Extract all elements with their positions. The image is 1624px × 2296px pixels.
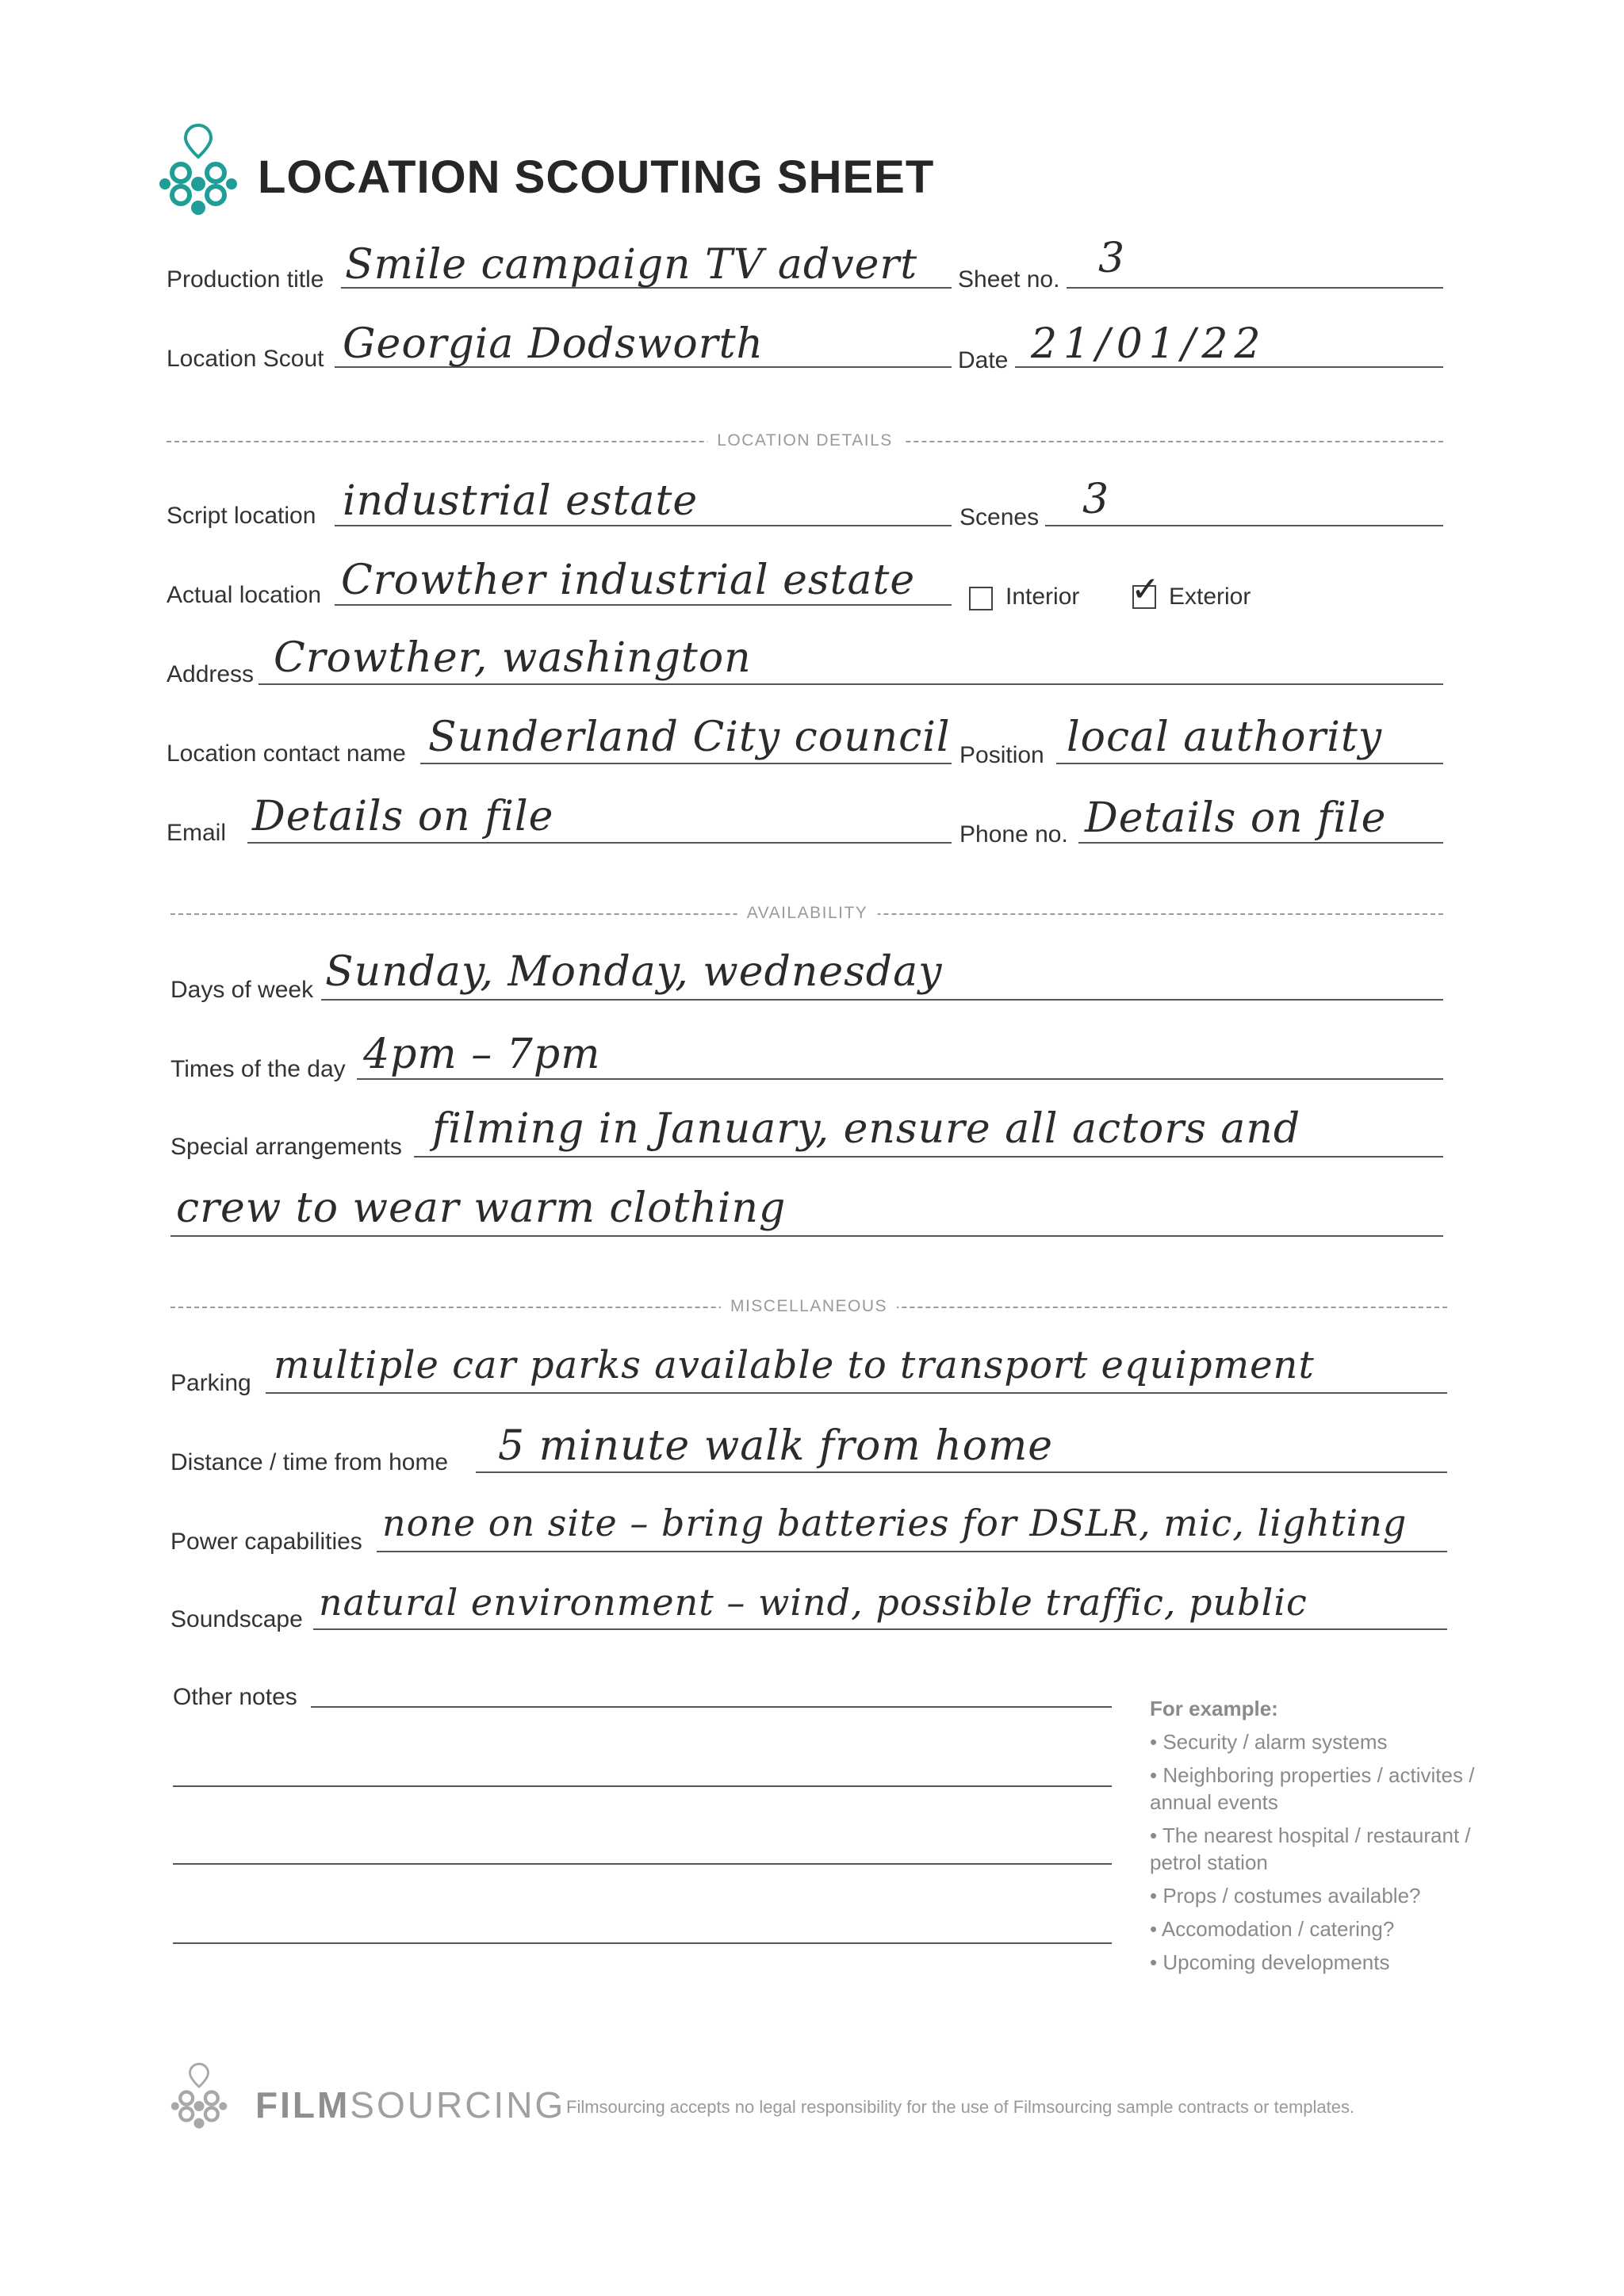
email-label: Email	[167, 820, 227, 846]
actual-location-value[interactable]: Crowther industrial estate	[341, 557, 916, 604]
miscellaneous-heading: MISCELLANEOUS	[721, 1297, 897, 1316]
footer-brand-light: SOURCING	[350, 2084, 566, 2126]
email-line	[247, 842, 952, 844]
examples-title: For example:	[1150, 1697, 1278, 1720]
example-item: • Upcoming developments	[1150, 1950, 1390, 1974]
power-capabilities-value[interactable]: none on site – bring batteries for DSLR, mic, lighting	[382, 1502, 1408, 1544]
address-value[interactable]: Crowther, washington	[274, 634, 752, 682]
interior-checkbox[interactable]	[969, 587, 993, 610]
footer-logo-icon	[170, 2057, 228, 2133]
parking-value[interactable]: multiple car parks available to transport equipment	[274, 1343, 1315, 1387]
times-of-day-value[interactable]: 4pm – 7pm	[363, 1031, 601, 1078]
example-item: • Neighboring properties / activites / annual events	[1150, 1763, 1475, 1814]
times-of-day-line	[357, 1078, 1443, 1080]
address-label: Address	[167, 661, 255, 687]
parking-label: Parking	[170, 1370, 251, 1396]
example-item: • Security / alarm systems	[1150, 1730, 1388, 1754]
production-title-value[interactable]: Smile campaign TV advert	[345, 241, 918, 289]
phone-line	[1078, 842, 1443, 844]
distance-line	[476, 1471, 1447, 1473]
contact-name-value[interactable]: Sunderland City council	[428, 714, 951, 761]
script-location-label: Script location	[167, 503, 316, 529]
interior-label: Interior	[1005, 584, 1080, 610]
example-item: • The nearest hospital / restaurant / petrol station	[1150, 1823, 1471, 1874]
footer-brand-bold: FILM	[255, 2084, 350, 2126]
contact-name-line	[420, 763, 952, 764]
other-notes-line-4[interactable]	[173, 1942, 1112, 1944]
page-title: LOCATION SCOUTING SHEET	[258, 151, 935, 203]
examples-box	[1150, 1695, 1483, 1982]
contact-name-label: Location contact name	[167, 740, 406, 767]
sheet-no-label: Sheet no.	[958, 266, 1060, 293]
date-value[interactable]: 21/01/22	[1031, 320, 1267, 368]
script-location-value[interactable]: industrial estate	[343, 477, 699, 525]
soundscape-value[interactable]: natural environment – wind, possible traffic, public	[319, 1581, 1308, 1624]
position-value[interactable]: local authority	[1067, 714, 1383, 761]
days-of-week-value[interactable]: Sunday, Monday, wednesday	[325, 948, 943, 996]
power-capabilities-label: Power capabilities	[170, 1529, 362, 1555]
other-notes-line-3[interactable]	[173, 1863, 1112, 1865]
sheet-no-line	[1067, 287, 1443, 289]
location-scout-value[interactable]: Georgia Dodsworth	[343, 320, 764, 368]
other-notes-label: Other notes	[173, 1684, 297, 1710]
other-notes-line-2[interactable]	[173, 1785, 1112, 1787]
soundscape-label: Soundscape	[170, 1606, 303, 1632]
special-arrangements-label: Special arrangements	[170, 1134, 402, 1160]
distance-label: Distance / time from home	[170, 1449, 449, 1475]
date-label: Date	[958, 347, 1009, 373]
address-line	[259, 683, 1443, 685]
power-capabilities-line	[377, 1551, 1447, 1552]
logo-icon	[159, 119, 238, 218]
special-arrangements-value-2[interactable]: crew to wear warm clothing	[176, 1184, 787, 1232]
exterior-label: Exterior	[1169, 584, 1251, 610]
soundscape-line	[313, 1628, 1447, 1630]
exterior-check-mark: ✓	[1131, 570, 1160, 609]
scenes-label: Scenes	[959, 504, 1040, 530]
sheet-no-value[interactable]: 3	[1098, 235, 1126, 282]
location-scout-label: Location Scout	[167, 346, 324, 372]
phone-label: Phone no.	[959, 821, 1068, 848]
availability-heading: AVAILABILITY	[737, 904, 878, 923]
special-arrangements-line-2	[170, 1235, 1443, 1237]
production-title-label: Production title	[167, 266, 324, 293]
special-arrangements-value-1[interactable]: filming in January, ensure all actors and	[432, 1105, 1301, 1153]
actual-location-line	[335, 604, 952, 606]
scenes-line	[1045, 525, 1443, 526]
example-item: • Accomodation / catering?	[1150, 1917, 1395, 1941]
footer-brand	[255, 2084, 565, 2126]
position-label: Position	[959, 742, 1044, 768]
example-item: • Props / costumes available?	[1150, 1884, 1421, 1908]
days-of-week-line	[321, 999, 1443, 1001]
location-details-heading: LOCATION DETAILS	[707, 431, 902, 450]
days-of-week-label: Days of week	[170, 977, 314, 1003]
distance-value[interactable]: 5 minute walk from home	[498, 1422, 1054, 1470]
position-line	[1056, 763, 1443, 764]
times-of-day-label: Times of the day	[170, 1056, 346, 1082]
actual-location-label: Actual location	[167, 582, 322, 608]
script-location-line	[335, 525, 952, 526]
parking-line	[266, 1392, 1447, 1394]
special-arrangements-line-1	[414, 1156, 1443, 1158]
footer-disclaimer: Filmsourcing accepts no legal responsibility for the use of Filmsourcing sample contracts or templates.	[566, 2097, 1355, 2117]
phone-value[interactable]: Details on file	[1085, 794, 1387, 842]
other-notes-line-1[interactable]	[311, 1706, 1112, 1708]
email-value[interactable]: Details on file	[252, 793, 554, 840]
scenes-value[interactable]: 3	[1082, 476, 1110, 523]
